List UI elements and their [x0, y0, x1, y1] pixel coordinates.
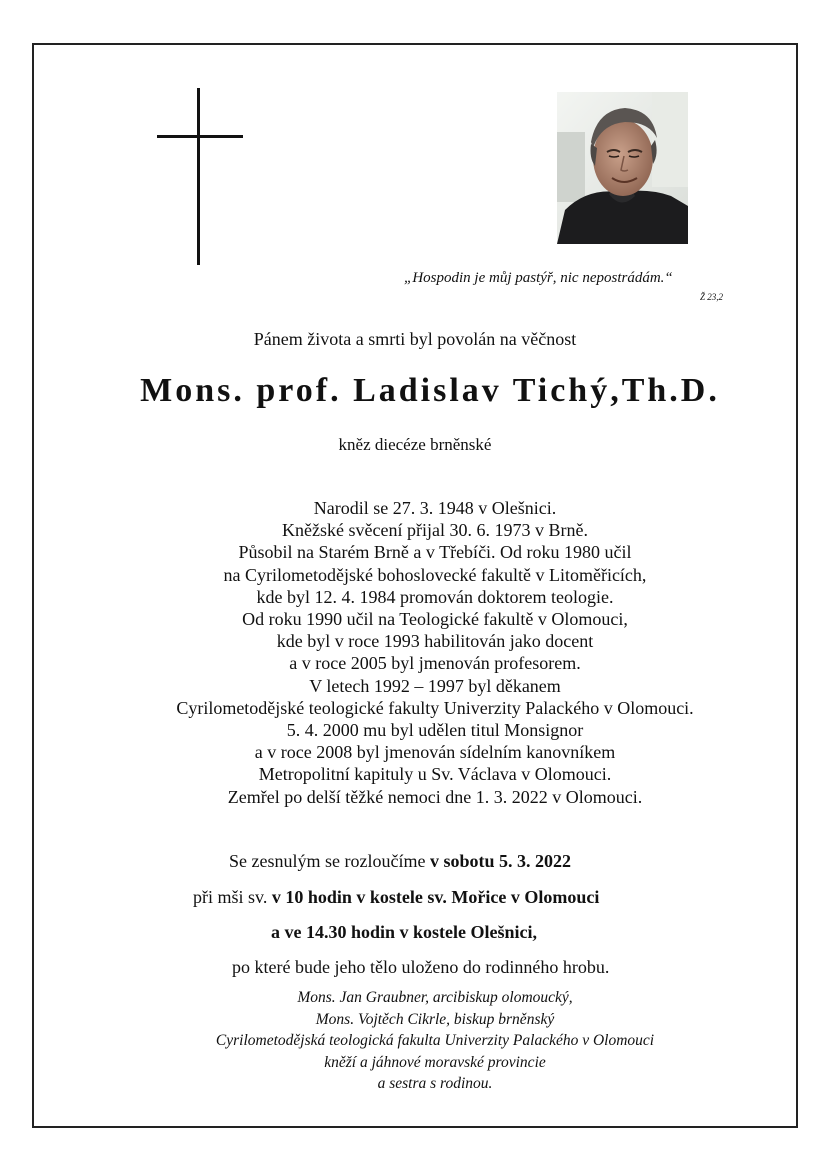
biography-line: Působil na Starém Brně a v Třebíči. Od roku 1980 učil [238, 542, 632, 563]
biography-line: a v roce 2005 byl jmenován profesorem. [289, 653, 581, 674]
funeral-mass-place: v 10 hodin v kostele sv. Mořice v Olomouci [271, 887, 600, 907]
signatory-line: a sestra s rodinou. [377, 1075, 493, 1092]
funeral-date-line [229, 851, 571, 872]
signatory-line: Mons. Vojtěch Cikrle, biskup brněnský [315, 1010, 555, 1028]
funeral-second-ceremony [271, 922, 537, 943]
burial-note: po které bude jeho tělo uloženo do rodinného hrobu. [232, 957, 610, 977]
biography-line: Metropolitní kapituly u Sv. Václava v Olomouci. [258, 764, 612, 785]
funeral-date: v sobotu 5. 3. 2022 [429, 851, 571, 871]
funeral-mass-prefix: při mši sv. [193, 887, 272, 907]
portrait-photo [557, 92, 688, 244]
biography-line: a v roce 2008 byl jmenován sídelním kanovníkem [254, 742, 616, 763]
signatory-line: kněží a jáhnové moravské provincie [324, 1053, 546, 1071]
biography-line: V letech 1992 – 1997 byl děkanem [309, 675, 561, 696]
bible-quote: „Hospodin je můj pastýř, nic nepostrádám.“ [404, 270, 673, 286]
biography [0, 497, 830, 808]
biography-line: kde byl 12. 4. 1984 promován doktorem teologie. [256, 586, 614, 607]
biography-line: Cyrilometodějské teologické fakulty Univerzity Palackého v Olomouci. [176, 697, 694, 718]
biography-line: Kněžské svěcení přijal 30. 6. 1973 v Brně. [282, 520, 588, 541]
bible-reference: Ž 23,2 [700, 292, 724, 302]
biography-line: na Cyrilometodějské bohoslovecké fakultě v Litoměřicích, [223, 564, 647, 585]
biography-line: 5. 4. 2000 mu byl udělen titul Monsignor [286, 720, 584, 741]
biography-line: Narodil se 27. 3. 1948 v Olešnici. [313, 498, 557, 518]
funeral-second-ceremony-text: a ve 14.30 hodin v kostele Olešnici, [271, 922, 538, 942]
intro-text: Pánem života a smrti byl povolán na věčnost [253, 329, 577, 349]
signatory-line: Cyrilometodějská teologická fakulta Univerzity Palackého v Olomouci [215, 1032, 655, 1049]
funeral-date-prefix: Se zesnulým se rozloučíme [229, 851, 430, 871]
biography-line: kde byl v roce 1993 habilitován jako docent [276, 631, 594, 652]
signatory-line: Mons. Jan Graubner, arcibiskup olomoucký, [297, 989, 573, 1006]
signatories [0, 987, 830, 1095]
funeral-mass-line [193, 887, 599, 908]
biography-line: Zemřel po delší těžké nemoci dne 1. 3. 2022 v Olomouci. [227, 786, 643, 807]
biography-line: Od roku 1990 učil na Teologické fakultě v Olomouci, [242, 609, 628, 630]
deceased-subtitle: kněz diecéze brněnské [338, 435, 492, 454]
deceased-name: Mons. prof. Ladislav Tichý,Th.D. [140, 372, 720, 409]
